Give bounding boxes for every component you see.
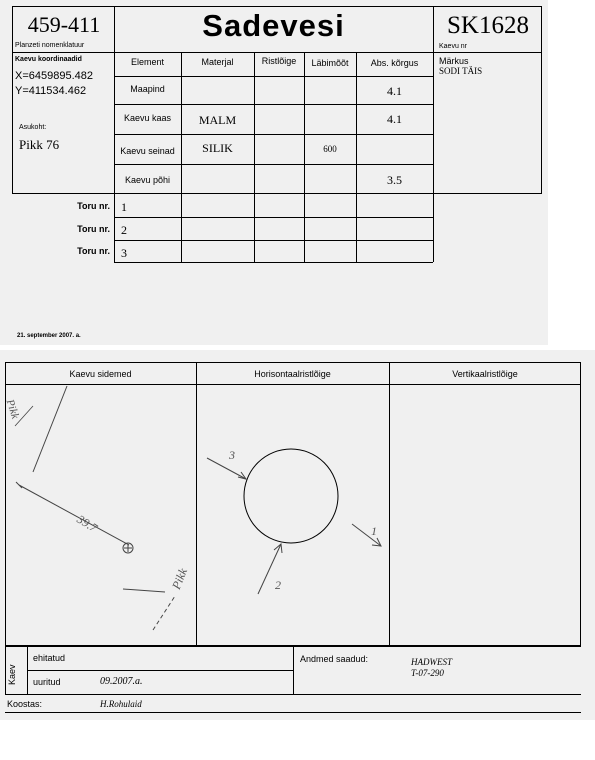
compiled-label: Koostas: bbox=[7, 699, 43, 709]
row-element: Kaevu kaas bbox=[123, 113, 172, 123]
date-note: 21. september 2007. a. bbox=[17, 333, 81, 339]
row-abs: 4.1 bbox=[387, 84, 402, 98]
col-header-section: Ristlõige bbox=[261, 56, 297, 66]
coords-label: Kaevu koordinaadid bbox=[15, 56, 82, 63]
remarks-value: SODI TÄIS bbox=[439, 66, 483, 76]
row-abs: 3.5 bbox=[387, 173, 402, 187]
horizontal-section-sketch bbox=[196, 384, 389, 646]
well-id-caption: Kaevu nr bbox=[439, 43, 468, 50]
well-vertical-label: Kaev bbox=[7, 664, 17, 685]
row-abs: 4.1 bbox=[387, 112, 402, 126]
row-material: SILIK bbox=[202, 141, 233, 155]
location-label: Asukoht: bbox=[19, 124, 47, 131]
col-header-diameter: Läbimõõt bbox=[311, 58, 349, 68]
pipe-2-label: 2 bbox=[275, 578, 281, 592]
pipe-1-label: 1 bbox=[371, 524, 377, 538]
coord-x: X=6459895.482 bbox=[15, 70, 93, 82]
page-title: Sadevesi bbox=[202, 8, 345, 43]
row-element: Kaevu põhi bbox=[124, 175, 171, 185]
built-label: ehitatud bbox=[33, 653, 66, 663]
row-element: Kaevu seinad bbox=[120, 146, 175, 156]
pipe-3-label: 3 bbox=[229, 448, 235, 462]
sketch-street-side: Pikk bbox=[169, 566, 190, 592]
pipe-label: Toru nr. bbox=[77, 201, 110, 211]
well-id: SK1628 bbox=[447, 12, 529, 39]
pipe-number: 2 bbox=[121, 223, 127, 237]
location-sketch bbox=[5, 384, 196, 646]
location-value: Pikk 76 bbox=[19, 137, 60, 152]
col-header-material: Materjal bbox=[201, 57, 234, 67]
nomenclature-caption: Planzeti nomenklatuur bbox=[15, 42, 85, 49]
pipe-label: Toru nr. bbox=[77, 246, 110, 256]
surveyed-value: 09.2007.a. bbox=[100, 676, 143, 687]
data-source-line1: HADWEST bbox=[411, 657, 452, 667]
remarks-label: Märkus bbox=[439, 56, 469, 66]
data-source-label: Andmed saadud: bbox=[300, 654, 369, 664]
pipe-number: 1 bbox=[121, 200, 127, 214]
coord-y: Y=411534.462 bbox=[15, 85, 87, 97]
row-element: Maapind bbox=[130, 84, 165, 94]
row-material: MALM bbox=[198, 113, 237, 127]
section-horizontal-title: Horisontaalristlõige bbox=[254, 369, 331, 379]
section-links-title: Kaevu sidemed bbox=[69, 369, 132, 379]
col-header-abs: Abs. kõrgus bbox=[370, 58, 419, 68]
compiled-value: H.Rohulaid bbox=[100, 699, 142, 709]
sketch-distance: 39.7 bbox=[74, 512, 100, 536]
data-source-line2: T-07-290 bbox=[411, 668, 444, 678]
nomenclature-value: 459-411 bbox=[27, 12, 101, 37]
col-header-element: Element bbox=[130, 57, 165, 67]
pipe-number: 3 bbox=[121, 246, 127, 260]
sketch-street-top: Pikk bbox=[3, 398, 22, 421]
pipe-label: Toru nr. bbox=[77, 224, 110, 234]
surveyed-label: uuritud bbox=[33, 677, 61, 687]
row-diameter: 600 bbox=[323, 144, 337, 154]
section-vertical-title: Vertikaalristlõige bbox=[452, 369, 518, 379]
